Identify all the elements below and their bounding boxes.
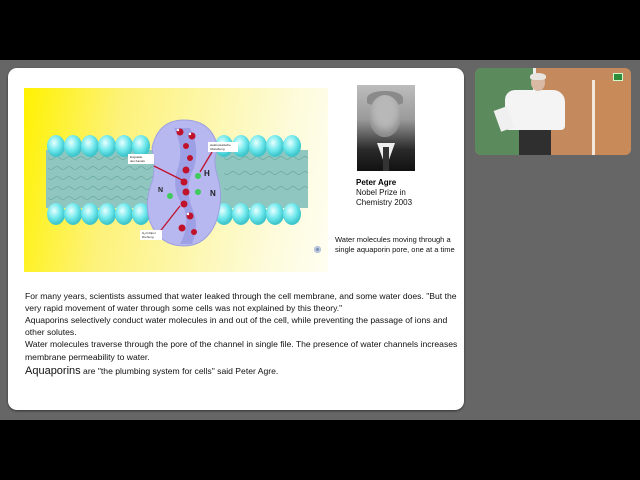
closing-emphasis: Aquaporins [25,365,81,377]
aquaporin-diagram [24,88,328,272]
peter-agre-portrait [357,85,415,171]
speaker [505,90,565,130]
svg-text:N: N [158,187,164,194]
speaker-hair [530,73,546,80]
svg-text:Drehung: Drehung [142,235,154,239]
paragraph: For many years, scientists assumed that water leaked through the cell membrane, and some water does. "But the very rapid movement of water through some cells was not explained by this theory." [25,291,457,313]
svg-text:des Kanals: des Kanals [130,159,145,163]
portrait-name: Peter Agre [356,178,397,187]
speaker-pants [519,130,551,155]
figure-caption: Water molecules moving through a single aquaporin pore, one at a time [335,235,455,254]
portrait-caption: Nobel Prize in Chemistry 2003 [356,188,413,207]
svg-text:Engstelle: Engstelle [130,155,143,159]
slide-panel [8,68,464,410]
paragraph: Water molecules traverse through the pore of the channel in single file. The presence of water channels increases membrane permeability to water. [25,339,458,362]
svg-text:H: H [204,169,210,178]
svg-text:N: N [210,189,216,198]
closing-text: are "the plumbing system for cells" said Peter Agre. [80,366,279,376]
paragraph: Aquaporins selectively conduct water molecules in and out of the cell, while preventing the passage of ions and other solutes. [25,315,448,337]
closing-quote [25,365,461,377]
bullet-icon [314,246,321,253]
svg-text:H₂O-Dipol: H₂O-Dipol [142,231,156,235]
svg-text:elektrostatische: elektrostatische [210,143,231,147]
exit-sign [613,73,623,81]
speaker-video[interactable] [475,68,631,155]
slide-body [25,290,461,377]
svg-text:Abstoßung: Abstoßung [210,147,225,151]
membrane-illustration [24,88,328,272]
door [592,80,631,155]
